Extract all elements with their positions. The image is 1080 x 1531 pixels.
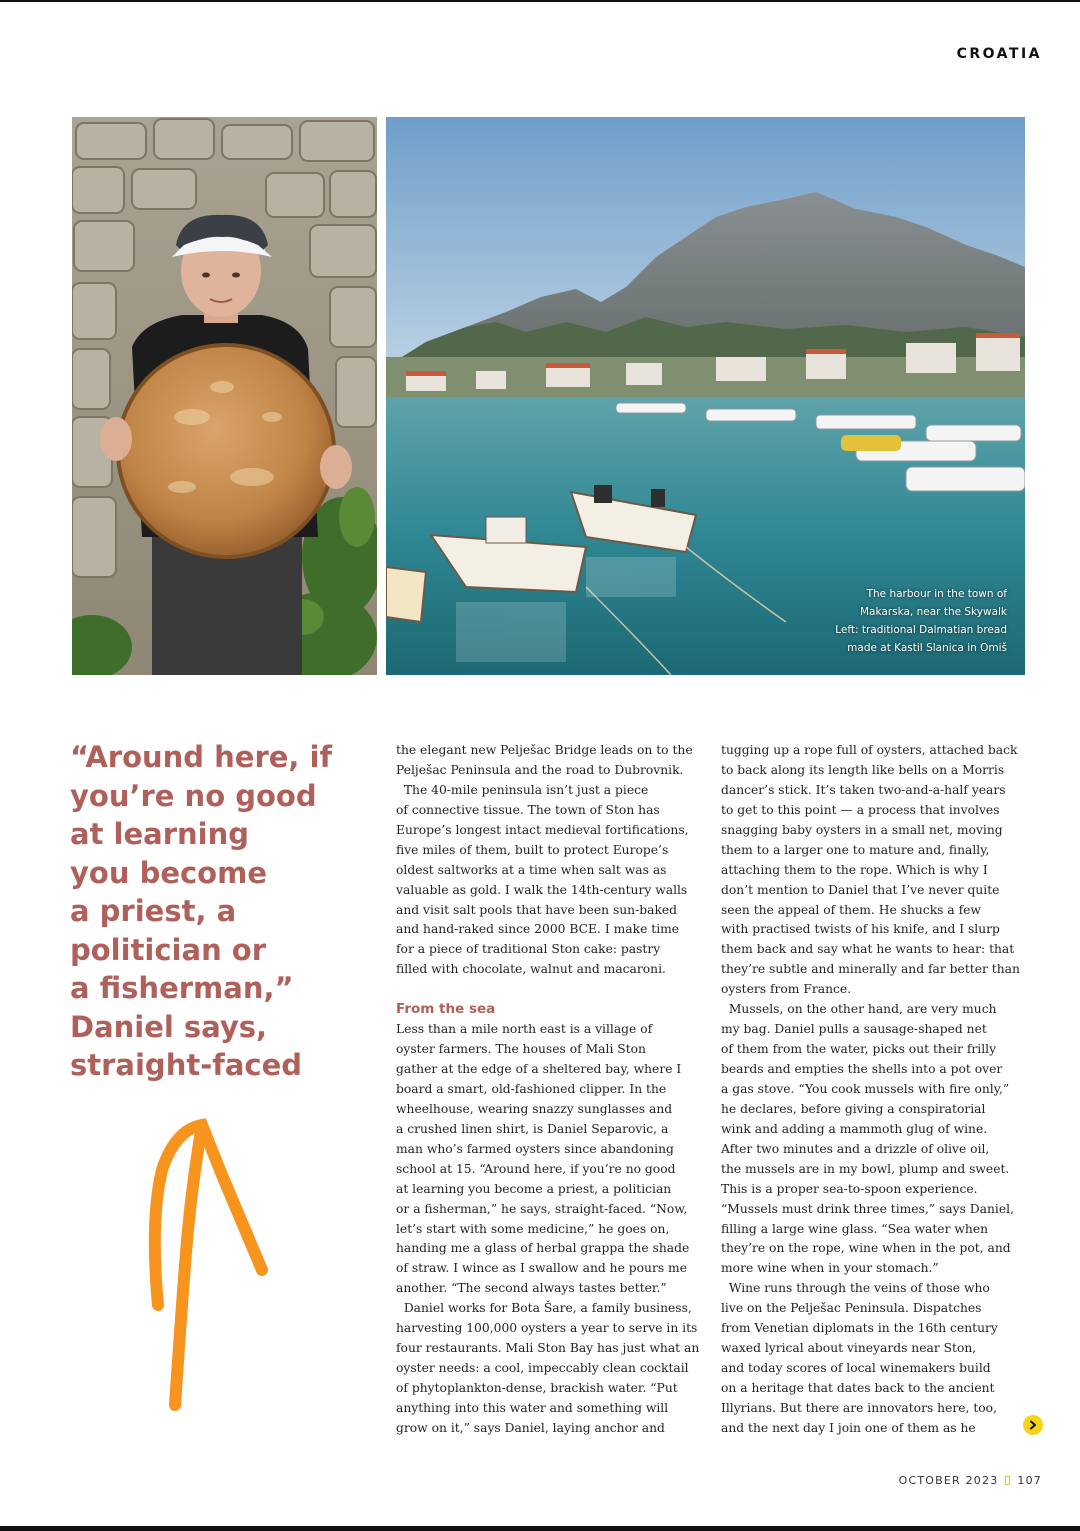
page-number: 107 [1017, 1474, 1042, 1487]
body-line: snagging baby oysters in a small net, moving [721, 822, 1003, 837]
body-line: more wine when in your stomach.” [721, 1261, 939, 1276]
body-column-2 [721, 741, 1031, 1439]
pull-quote-line: a priest, a [70, 894, 237, 928]
bread-woman-illustration [72, 117, 377, 675]
body-line: wink and adding a mammoth glug of wine. [721, 1121, 988, 1136]
subheading: From the sea [396, 1001, 496, 1018]
body-line: they’re on the rope, wine when in the pot, and [721, 1241, 1011, 1256]
pull-quote-line: politician or [70, 932, 267, 967]
body-line: and the next day I join one of them as he [721, 1420, 976, 1435]
body-line: attaching them to the rope. Which is why I [721, 862, 988, 877]
body-line: another. “The second always tastes better.” [396, 1281, 667, 1296]
body-line: “Mussels must drink three times,” says Daniel, [721, 1201, 1014, 1216]
body-line: man who’s farmed oysters since abandoning [396, 1141, 674, 1156]
photo-harbour [386, 117, 1025, 675]
body-line: on a heritage that dates back to the ancient [721, 1381, 995, 1395]
body-line: or a fisherman,” he says, straight-faced. “Now, [396, 1201, 688, 1216]
body-line: Mussels, on the other hand, are very much [721, 1002, 997, 1017]
body-line: dancer’s stick. It’s taken two-and-a-half years [721, 782, 1006, 797]
page-edge-top [0, 0, 1080, 2]
page-edge-bottom [0, 1526, 1080, 1531]
pull-quote [70, 738, 390, 1085]
pull-quote-line: Daniel says, [70, 1009, 268, 1044]
body-line: of straw. I wince as I swallow and he pours me [396, 1261, 687, 1276]
chevron-right-icon [1028, 1420, 1038, 1430]
body-line: Illyrians. But there are innovators here, too, [721, 1400, 997, 1415]
pull-quote-line: “Around here, if [70, 740, 333, 774]
body-line: from Venetian diplomats in the 16th century [721, 1321, 998, 1336]
body-line: at learning you become a priest, a politician [396, 1181, 672, 1196]
body-line: beards and empties the shells into a pot over [721, 1062, 1003, 1076]
body-line: school at 15. “Around here, if you’re no good [396, 1161, 676, 1176]
body-line: of connective tissue. The town of Ston has [396, 802, 660, 817]
body-line: waxed lyrical about vineyards near Ston, [721, 1341, 977, 1356]
body-line: and hand-raked since 2000 BCE. I make time [396, 922, 680, 937]
body-line: to get to this point — a process that involves [721, 802, 1000, 817]
body-line: a gas stove. “You cook mussels with fire only,” [721, 1081, 1010, 1096]
page-footer [899, 1474, 1042, 1487]
body-line: handing me a glass of herbal grappa the shade [396, 1241, 690, 1256]
body-line: After two minutes and a drizzle of olive oil, [721, 1141, 990, 1156]
body-line: four restaurants. Mali Ston Bay has just what an [396, 1341, 700, 1356]
hand-drawn-arrow-annotation [130, 1100, 280, 1420]
body-line: tugging up a rope full of oysters, attached back [721, 743, 1018, 757]
body-line: Daniel works for Bota Šare, a family business, [396, 1301, 692, 1316]
body-line: don’t mention to Daniel that I’ve never quite [721, 882, 1000, 897]
body-line: the mussels are in my bowl, plump and sweet. [721, 1161, 1010, 1176]
footer-separator [1005, 1476, 1010, 1485]
body-line: a crushed linen shirt, is Daniel Separovic, a [396, 1121, 669, 1136]
body-line: filled with chocolate, walnut and macaroni. [396, 962, 666, 977]
body-line: grow on it,” says Daniel, laying anchor and [396, 1420, 665, 1435]
body-line: Pelješac Peninsula and the road to Dubrovnik. [396, 762, 684, 777]
photo-bread-woman [72, 117, 377, 675]
body-line: The 40-mile peninsula isn’t just a piece [396, 782, 649, 797]
body-line: anything into this water and something will [396, 1400, 669, 1415]
body-line: seen the appeal of them. He shucks a few [721, 902, 981, 917]
body-line: harvesting 100,000 oysters a year to serve in its [396, 1321, 698, 1336]
body-line: gather at the edge of a sheltered bay, where I [396, 1062, 682, 1076]
body-line: This is a proper sea-to-spoon experience. [721, 1181, 978, 1196]
caption-line: made at Kastil Slanica in Omiš [847, 642, 1007, 654]
continue-arrow-button[interactable] [1023, 1415, 1043, 1435]
body-column-1 [396, 741, 706, 1439]
body-line: my bag. Daniel pulls a sausage-shaped net [721, 1022, 987, 1037]
photo-caption [835, 585, 1007, 657]
pull-quote-line: at learning [70, 817, 249, 851]
caption-line: Makarska, near the Skywalk [860, 606, 1007, 618]
body-line: Europe’s longest intact medieval fortifications, [396, 822, 689, 837]
body-line: oyster needs: a cool, impeccably clean cocktail [396, 1361, 689, 1376]
body-line: valuable as gold. I walk the 14th-century walls [396, 882, 688, 897]
caption-line: The harbour in the town of [866, 588, 1007, 600]
body-line: board a smart, old-fashioned clipper. In the [396, 1081, 667, 1096]
body-line: five miles of them, built to protect Europe’s [396, 842, 669, 857]
body-line: oysters from France. [721, 982, 852, 997]
body-line: Less than a mile north east is a village of [396, 1022, 653, 1037]
body-line: and today scores of local winemakers build [721, 1361, 991, 1376]
body-line: they’re subtle and minerally and far better than [721, 962, 1020, 977]
body-line: Wine runs through the veins of those who [721, 1281, 990, 1296]
pull-quote-line: a fisherman,” [70, 971, 294, 1005]
body-line: of them from the water, picks out their frilly [721, 1042, 997, 1057]
body-line: of phytoplankton-dense, brackish water. “Put [396, 1381, 678, 1395]
body-line: them to a larger one to mature and, finally, [721, 842, 990, 857]
body-line: and visit salt pools that have been sun-baked [396, 902, 678, 917]
caption-line: Left: traditional Dalmatian bread [835, 624, 1007, 636]
body-line: oldest saltworks at a time when salt was as [396, 862, 667, 877]
body-line: oyster farmers. The houses of Mali Ston [396, 1042, 646, 1057]
body-line: wheelhouse, wearing snazzy sunglasses and [396, 1101, 673, 1116]
pull-quote-line: straight-faced [70, 1048, 303, 1082]
body-line: let’s start with some medicine,” he goes on, [396, 1221, 670, 1236]
body-line: the elegant new Pelješac Bridge leads on to the [396, 743, 693, 757]
issue-date: OCTOBER 2023 [898, 1474, 999, 1487]
body-line: he declares, before giving a conspiratorial [721, 1101, 986, 1116]
body-line: for a piece of traditional Ston cake: pastry [396, 942, 661, 957]
pull-quote-line: you become [70, 855, 267, 890]
section-label: CROATIA [956, 46, 1042, 62]
body-line: with practised twists of his knife, and I slurp [721, 922, 1000, 937]
body-line: live on the Pelješac Peninsula. Dispatches [721, 1301, 982, 1316]
pull-quote-line: you’re no good [70, 778, 317, 813]
body-line: them back and say what he wants to hear: that [721, 942, 1015, 957]
body-line: to back along its length like bells on a Morris [721, 762, 1005, 777]
blank-line [396, 980, 706, 1000]
body-line: filling a large wine glass. “Sea water when [721, 1221, 989, 1236]
